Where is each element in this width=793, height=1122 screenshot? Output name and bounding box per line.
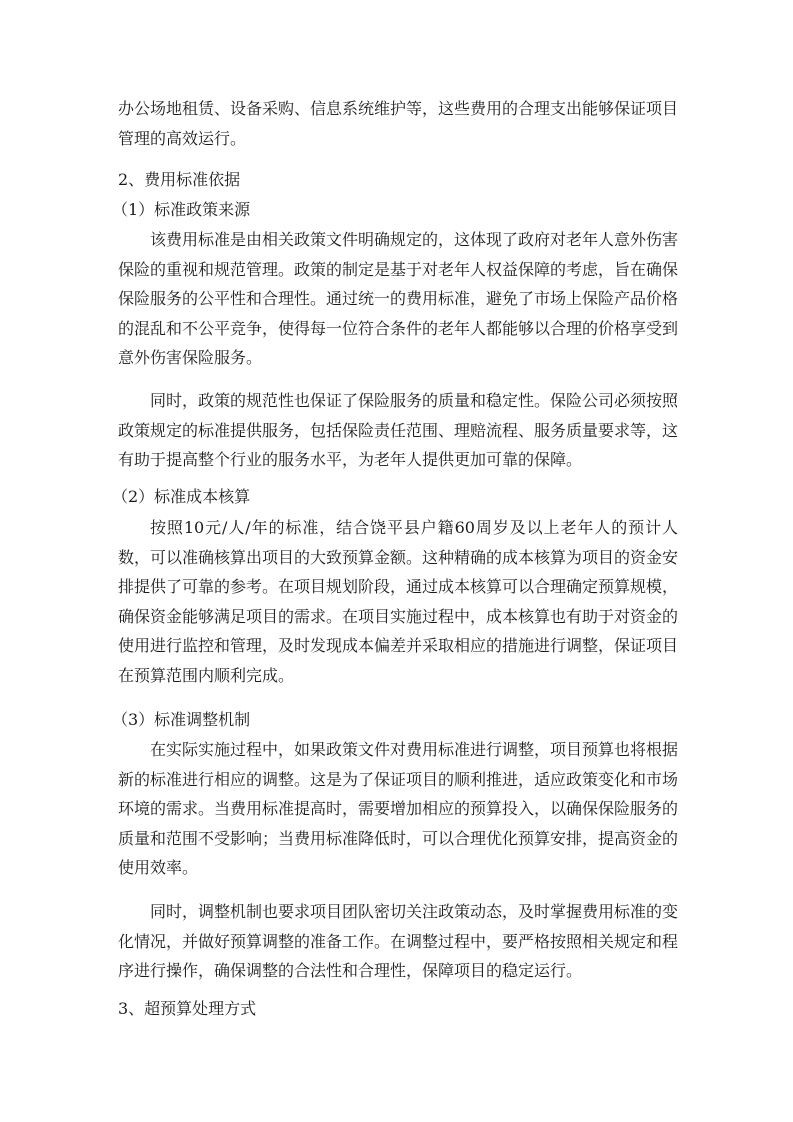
section-2-heading: 2、费用标准依据 (118, 170, 241, 189)
subsection-3-paragraph-2: 同时，调整机制也要求项目团队密切关注政策动态，及时掌握费用标准的变化情况，并做好预算调整的准备工作。在调整过程中，要严格按照相关规定和程序进行操作，确保调整的合法性和合理性，保障项目的稳定运行。 (118, 902, 679, 980)
subsection-1-heading: （1）标准政策来源 (112, 200, 251, 219)
section-3-heading: 3、超预算处理方式 (118, 999, 257, 1018)
subsection-2-paragraph-1: 按照10元/人/年的标准，结合饶平县户籍60周岁及以上老年人的预计人数，可以准确核算出项目的大致预算金额。这种精确的成本核算为项目的资金安排提供了可靠的参考。在项目规划阶段，通过成本核算可以合理确定预算规模，确保资金能够满足项目的需求。在项目实施过程中，成本核算也有助于对资金的使用进行监控和管理，及时发现成本偏差并采取相应的措施进行调整，保证项目在预算范围内顺利完成。 (118, 518, 679, 685)
subsection-1-paragraph-1: 该费用标准是由相关政策文件明确规定的，这体现了政府对老年人意外伤害保险的重视和规范管理。政策的制定是基于对老年人权益保障的考虑，旨在确保保险服务的公平性和合理性。通过统一的费用标准，避免了市场上保险产品价格的混乱和不公平竞争，使得每一位符合条件的老年人都能够以合理的价格享受到意外伤害保险服务。 (118, 230, 679, 367)
continued-paragraph: 办公场地租赁、设备采购、信息系统维护等，这些费用的合理支出能够保证项目管理的高效运行。 (118, 99, 679, 148)
subsection-3-heading: （3）标准调整机制 (112, 710, 251, 729)
subsection-2-heading: （2）标准成本核算 (112, 487, 251, 506)
subsection-3-paragraph-1: 在实际实施过程中，如果政策文件对费用标准进行调整，项目预算也将根据新的标准进行相应的调整。这是为了保证项目的顺利推进，适应政策变化和市场环境的需求。当费用标准提高时，需要增加相应的预算投入，以确保保险服务的质量和范围不受影响；当费用标准降低时，可以合理优化预算安排，提高资金的使用效率。 (118, 740, 679, 877)
subsection-1-paragraph-2: 同时，政策的规范性也保证了保险服务的质量和稳定性。保险公司必须按照政策规定的标准提供服务，包括保险责任范围、理赔流程、服务质量要求等，这有助于提高整个行业的服务水平，为老年人提供更加可靠的保障。 (118, 391, 679, 469)
